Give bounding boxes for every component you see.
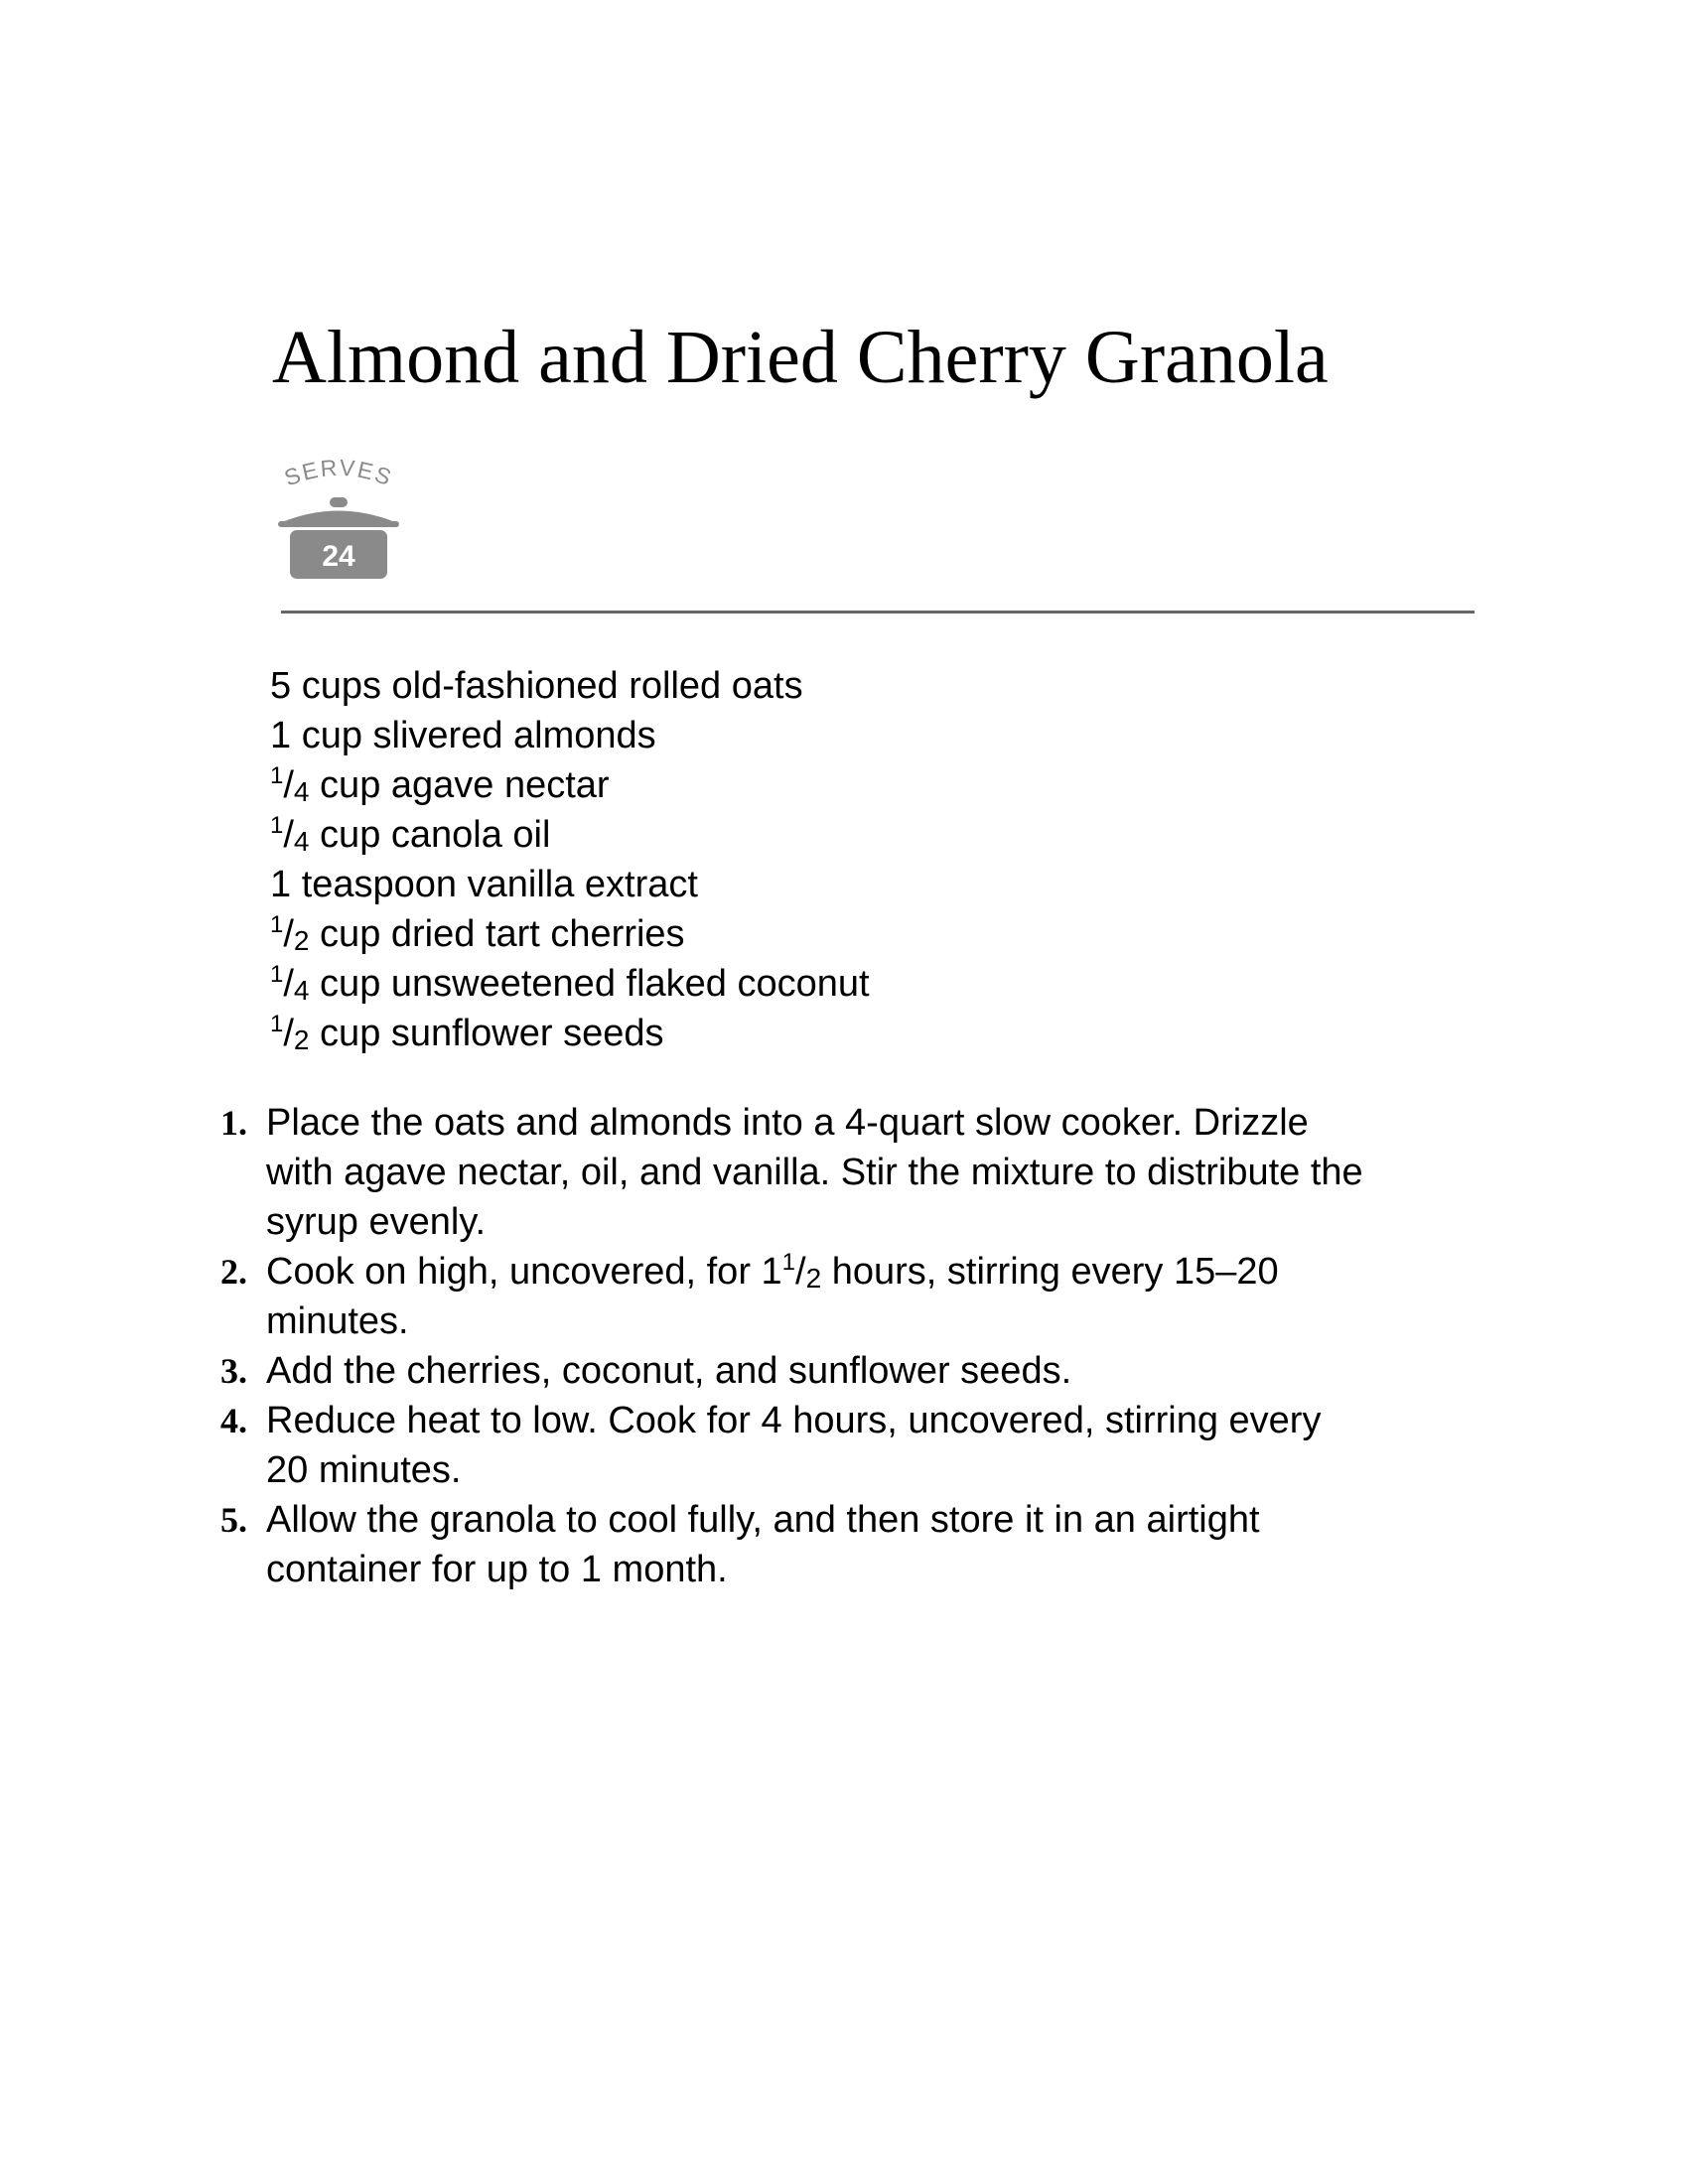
ingredient-item: 5 cups old-fashioned rolled oats (270, 665, 803, 707)
ingredient-list (270, 661, 870, 1058)
direction-step: 5. Allow the granola to cool fully, and then store it in an airtight container for up to 1 month. (220, 1495, 1511, 1594)
serves-badge (276, 455, 401, 584)
direction-step: 1. Place the oats and almonds into a 4-quart slow cooker. Drizzle with agave nectar, oil, and vanilla. Stir the mixture to distribute the syrup evenly. (220, 1098, 1511, 1247)
ingredient-item: $^1$/2 cup dried tart cherries (270, 911, 685, 956)
direction-list (220, 1098, 1511, 1594)
ingredient-item: $^1$/4 cup canola oil (270, 812, 551, 857)
direction-step: 2. Cook on high, uncovered, for $1^1/2$ hours, stirring every 15–20 minutes. (220, 1249, 1279, 1342)
step-number: 3. (220, 1351, 247, 1391)
step-number: 5. (220, 1500, 247, 1540)
ingredient-item: $^1$/4 cup unsweetened flaked coconut (270, 961, 870, 1006)
ingredient-item: 1 teaspoon vanilla extract (270, 864, 698, 905)
direction-step: 3. Add the cherries, coconut, and sunflower seeds. (220, 1346, 1511, 1396)
recipe-title: Almond and Dried Cherry Granola (272, 316, 1329, 399)
ingredient-item: $^1$/4 cup agave nectar (270, 762, 610, 807)
step-number: 1. (220, 1103, 247, 1143)
section-divider (281, 611, 1475, 614)
ingredient-item: 1 cup slivered almonds (270, 715, 656, 756)
ingredient-item: $^1$/2 cup sunflower seeds (270, 1011, 664, 1055)
serves-label: SERVES (280, 455, 397, 491)
slow-cooker-pot-icon (276, 455, 401, 584)
serves-count: 24 (322, 540, 355, 573)
step-number: 2. (220, 1252, 247, 1292)
direction-step: 4. Reduce heat to low. Cook for 4 hours, uncovered, stirring every 20 minutes. (220, 1396, 1511, 1495)
step-number: 4. (220, 1401, 247, 1440)
